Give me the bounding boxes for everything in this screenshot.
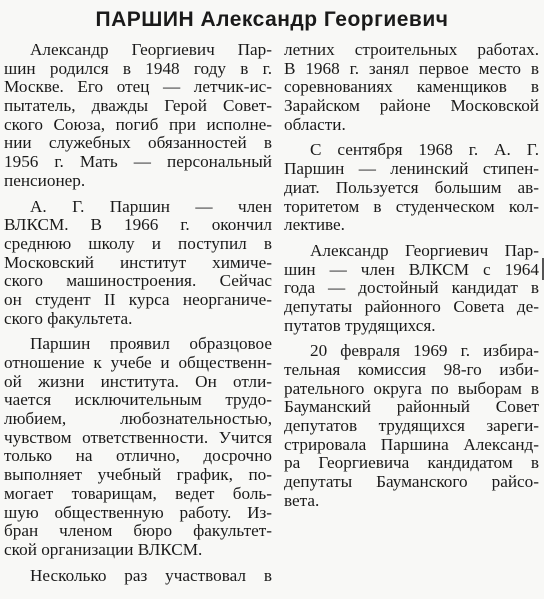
text-line: путатов трудящихся.	[284, 316, 436, 335]
text-line: только на отлично, досрочно	[4, 447, 272, 466]
text-line: Москве. Его отец — летчик-ис-	[4, 78, 272, 97]
text-line: соревнованиях каменщиков в	[284, 78, 539, 97]
text-line: 20 февраля 1969 г. избира-	[310, 342, 539, 361]
text-line: лективе.	[284, 216, 345, 235]
text-line: диат. Пользуется большим ав-	[284, 178, 539, 197]
text-line: торитетом в студенческом кол-	[284, 197, 539, 216]
text-line: Паршин проявил образцовое	[30, 335, 272, 354]
text-line: чается исключительным трудо-	[4, 391, 272, 410]
text-line: С сентября 1968 г. А. Г.	[310, 141, 539, 160]
text-line: он студент II курса неорганиче-	[4, 290, 272, 309]
text-line: ского Союза, погиб при исполне-	[4, 115, 272, 134]
text-line: пенсионер.	[4, 171, 86, 190]
text-line: вета.	[284, 491, 320, 510]
text-line: ского машиностроения. Сейчас	[4, 272, 272, 291]
article-headline: ПАРШИН Александр Георгиевич	[95, 8, 449, 31]
text-line: чувством ответственности. Учится	[4, 428, 272, 447]
text-line: Зарайском районе Московской	[284, 97, 539, 116]
right-text-column	[284, 41, 539, 511]
text-line: среднюю школу и поступил в	[4, 234, 272, 253]
text-line: ской организации ВЛКСМ.	[4, 540, 203, 559]
text-line: летних строительных работах.	[284, 41, 539, 59]
text-line: области.	[284, 115, 346, 134]
text-line: Паршин — ленинский стипен-	[284, 160, 539, 179]
text-line: депутаты районного Совета де-	[284, 297, 539, 316]
text-line: выполняет учебный график, по-	[4, 466, 272, 485]
text-line: Александр Георгиевич Пар-	[30, 41, 272, 59]
text-line: В 1968 г. занял первое место в	[284, 59, 539, 78]
text-line: нии служебных обязанностей в	[4, 134, 272, 153]
text-line: могает товарищам, ведет боль-	[4, 484, 272, 503]
text-line: стрировала Паршина Александ-	[284, 435, 539, 454]
text-line: ВЛКСМ. В 1966 г. окончил	[4, 216, 272, 235]
text-line: пытатель, дважды Герой Совет-	[4, 97, 272, 116]
text-line: ского факультета.	[4, 309, 133, 328]
text-line: любием, любознательностью,	[4, 410, 272, 429]
text-line: тельная комиссия 98-го изби-	[284, 361, 539, 379]
text-line: Бауманский районный Совет	[284, 398, 539, 417]
text-line: отношение к учебе и общественн-	[4, 354, 272, 372]
text-line: Московский институт химиче-	[4, 253, 272, 272]
text-line: ой жизни института. Он отли-	[4, 372, 272, 391]
text-line: шин — член ВЛКСМ с 1964	[284, 260, 539, 279]
text-line: депутатов трудящихся зареги-	[284, 417, 539, 436]
text-line: Александр Георгиевич Пар-	[310, 241, 539, 260]
text-line: рательного округа по выборам в	[284, 379, 539, 398]
text-line: 1956 г. Мать — персональный	[4, 153, 272, 172]
text-line: А. Г. Паршин — член	[30, 197, 272, 216]
text-line: шин родился в 1948 году в г.	[4, 59, 272, 78]
text-line: бран членом бюро факультет-	[4, 522, 272, 541]
text-line: года — достойный кандидат в	[284, 279, 539, 298]
text-line: ра Георгиевича кандидатом в	[284, 454, 539, 473]
text-line: депутаты Бауманского райсо-	[284, 473, 539, 492]
text-line: шую общественную работу. Из-	[4, 503, 272, 522]
left-text-column	[4, 41, 272, 585]
text-line: Несколько раз участвовал в	[30, 566, 272, 585]
